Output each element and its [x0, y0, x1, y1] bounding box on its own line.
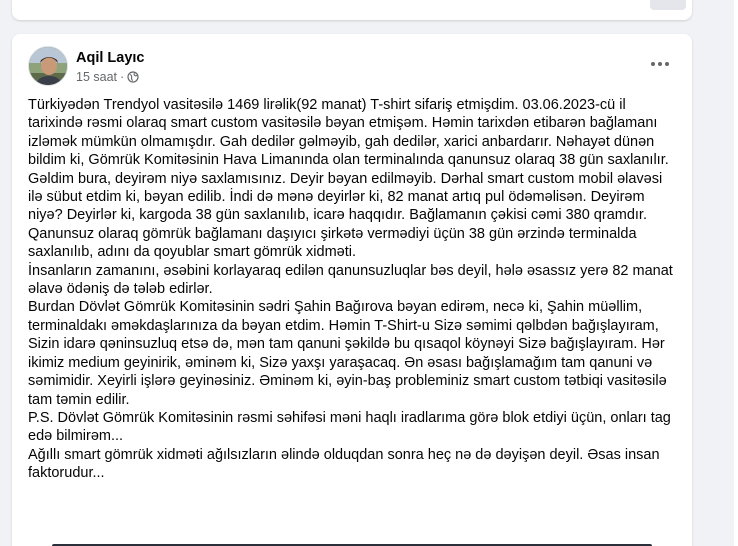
post-meta — [76, 49, 145, 84]
post-header — [28, 44, 145, 88]
post-paragraph-4: Burdan Dövlət Gömrük Komitəsinin sədri Şahin Bağırova bəyan edirəm, necə ki, Şahin müəllim, terminaldakı əməkdaşlarınıza da bəyan etdim. Həmin T-Shirt-u Sizə səmimi qəlbdən bağışlayıram, Sizin idarə qəninsuzluq etsə də, mən tam qanuni şəkildə bu qısaqol köynəyi Sizə bağışlayıram. Hər ikimiz medium geyinirik, əminəm ki, Sizə yaxşı yaraşacaq. Ən əsası bağışlamağım tam qanuni və səmimidir. Xeyirli işlərə geyinəsiniz. Əminəm ki, əyin-baş probleminiz smart custom tətbiqi vasitəsilə tam təmin edilir. — [28, 299, 667, 408]
author-name[interactable]: Aqil Layıc — [76, 49, 145, 66]
avatar[interactable] — [28, 46, 68, 86]
post-timestamp-row — [76, 70, 145, 84]
previous-post-card — [12, 0, 692, 20]
post-paragraph-6: Ağıllı smart gömrük xidməti ağılsızların əlində olduqdan sonra heç nə də dəyişən deyil. Əsas insan faktorudur... — [28, 446, 660, 482]
post-time[interactable]: 15 saat — [76, 69, 118, 84]
post-card — [12, 34, 692, 546]
post-paragraph-3: İnsanların zamanını, əsəbini korlayaraq edilən qanunsuzluqlar bəs deyil, hələ əsassız yerə 82 manat əlavə ödəniş də tələb edirlər. — [28, 262, 673, 298]
previous-post-button[interactable] — [650, 0, 686, 10]
post-body — [28, 96, 678, 483]
more-options-icon[interactable] — [642, 52, 678, 76]
meta-separator: · — [120, 69, 125, 84]
globe-icon[interactable] — [127, 71, 139, 83]
profile-photo — [29, 47, 68, 86]
post-paragraph-2: Qanunsuz olaraq gömrük bağlamanı daşıyıcı şirkətə vermədiyi üçün 38 gün ərzində terminalda saxlanılıb, adını da qoyublar smart gömrük xidməti. — [28, 225, 637, 261]
post-paragraph-1: Türkiyədən Trendyol vasitəsilə 1469 lirəlik(92 manat) T-shirt sifariş etmişdim. 03.06.2023-cü il tarixində rəsmi olaraq smart custom vasitəsilə bəyan etmişəm. Həmin tarixdən etibarən bağlamanı izləmək mümkün olmamışdır. Gah dedilər gəlməyib, gah dedilər, xarici anbardarır. Nəhayət dünən bildim ki, Gömrük Komitəsinin Hava Limanında olan terminalında qanunsuz olaraq 38 gün saxlanılır. Gəldim bura, deyirəm niyə saxlamısınız. Deyir bəyan edilməyib. Dərhal smart custom mobil əlavəsi ilə sübut etdim ki, bəyan edilib. İndi də mənə deyirlər ki, 82 manat artıq pul ödəməlisən. Deyirəm niyə? Deyirlər ki, kargoda 38 gün saxlanılıb, icarə haqqıdır. Bağlamanın çəkisi cəmi 380 qramdır. — [28, 97, 669, 224]
scroll-edge — [734, 0, 738, 546]
post-paragraph-5: P.S. Dövlət Gömrük Komitəsinin rəsmi səhifəsi məni haqlı iradlarıma görə blok etdiyi üçün, onları tag edə bilmirəm... — [28, 409, 671, 445]
